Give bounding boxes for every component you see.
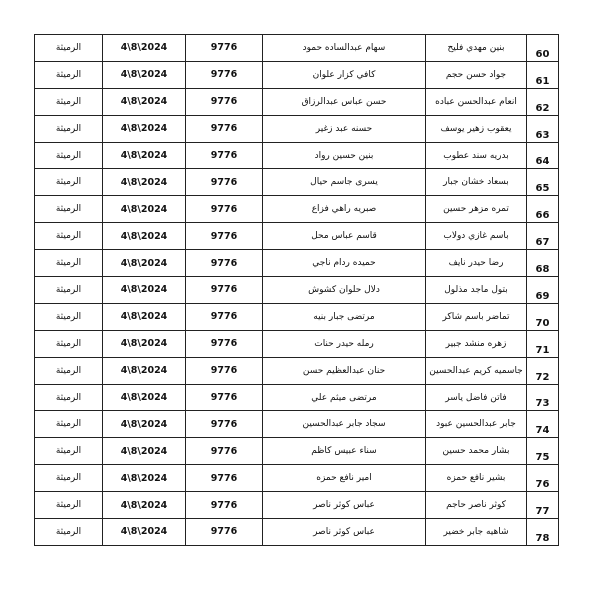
cell-name-secondary — [263, 115, 426, 142]
cell-name-primary-text: فاتن فاضل ياسر — [445, 392, 507, 403]
cell-number — [527, 223, 559, 250]
cell-name-primary — [426, 519, 527, 546]
cell-name-secondary-text: عباس كوثر ناصر — [313, 526, 375, 537]
cell-place-text: الرميثة — [55, 365, 82, 376]
cell-name-primary-text: بدريه سند عطوب — [443, 150, 509, 161]
cell-date — [103, 411, 186, 438]
cell-name-primary-text: زهره منشد جبير — [445, 338, 507, 349]
cell-place-text: الرميثة — [55, 392, 82, 403]
cell-code-text: 9776 — [210, 150, 238, 161]
cell-code — [186, 250, 263, 277]
table-row — [35, 88, 559, 115]
cell-place-text: الرميثة — [55, 284, 82, 295]
cell-name-primary — [426, 411, 527, 438]
cell-name-secondary — [263, 61, 426, 88]
cell-number — [527, 277, 559, 304]
cell-place — [35, 142, 103, 169]
cell-name-primary — [426, 115, 527, 142]
cell-date — [103, 115, 186, 142]
table-row — [35, 465, 559, 492]
cell-date-text: 4\8\2024 — [120, 311, 168, 323]
cell-date — [103, 519, 186, 546]
cell-code-text: 9776 — [210, 472, 238, 484]
cell-name-primary — [426, 465, 527, 492]
cell-name-secondary — [263, 411, 426, 438]
cell-date — [103, 169, 186, 196]
cell-code — [186, 61, 263, 88]
cell-place-text: الرميثة — [55, 446, 82, 457]
cell-number — [527, 330, 559, 357]
cell-date-text: 4\8\2024 — [120, 176, 168, 188]
cell-name-secondary-text: يسرى جاسم حيال — [310, 177, 378, 188]
cell-place-text: الرميثة — [55, 473, 82, 484]
cell-name-secondary — [263, 330, 426, 357]
cell-code — [186, 519, 263, 546]
cell-place — [35, 330, 103, 357]
cell-place-text: الرميثة — [55, 311, 82, 322]
cell-place-text: الرميثة — [55, 177, 82, 188]
cell-code-text: 9776 — [210, 69, 238, 81]
cell-number — [527, 465, 559, 492]
table-row — [35, 277, 559, 304]
cell-place — [35, 438, 103, 465]
cell-number-text: 75 — [535, 452, 550, 464]
cell-number-text: 65 — [535, 183, 550, 195]
table-row — [35, 196, 559, 223]
cell-place — [35, 384, 103, 411]
cell-number-text: 68 — [535, 264, 550, 276]
cell-name-secondary-text: بنين حسين رواد — [314, 150, 374, 161]
cell-name-primary — [426, 438, 527, 465]
cell-date — [103, 250, 186, 277]
cell-name-secondary-text: سجاد جابر عبدالحسين — [302, 419, 386, 430]
cell-date — [103, 88, 186, 115]
cell-date-text: 4\8\2024 — [120, 69, 168, 81]
cell-date — [103, 61, 186, 88]
cell-code — [186, 142, 263, 169]
cell-code — [186, 35, 263, 62]
cell-code — [186, 492, 263, 519]
cell-date — [103, 492, 186, 519]
cell-code-text: 9776 — [210, 203, 238, 215]
cell-code — [186, 384, 263, 411]
cell-name-secondary — [263, 277, 426, 304]
cell-name-primary-text: شاهيه جابر خضير — [443, 526, 509, 537]
records-table-body — [35, 35, 559, 546]
cell-place — [35, 115, 103, 142]
cell-date — [103, 277, 186, 304]
cell-number-text: 62 — [535, 102, 550, 114]
cell-name-secondary-text: مرتضى ميثم علي — [311, 392, 377, 403]
cell-name-primary-text: بسعاد خشان جبار — [443, 177, 509, 188]
cell-name-secondary — [263, 492, 426, 519]
cell-code — [186, 438, 263, 465]
cell-number — [527, 250, 559, 277]
cell-number-text: 60 — [535, 48, 550, 60]
cell-code — [186, 223, 263, 250]
cell-code-text: 9776 — [210, 338, 238, 350]
cell-name-secondary-text: سهام عبدالساده حمود — [302, 42, 386, 53]
cell-name-primary — [426, 196, 527, 223]
cell-place-text: الرميثة — [55, 42, 82, 53]
cell-date — [103, 465, 186, 492]
cell-number-text: 78 — [535, 532, 550, 544]
cell-place-text: الرميثة — [55, 96, 82, 107]
cell-code-text: 9776 — [210, 123, 238, 135]
cell-code — [186, 169, 263, 196]
cell-name-secondary-text: كافي كزار علوان — [312, 69, 376, 80]
cell-name-secondary-text: سناء عبيس كاظم — [311, 446, 377, 457]
cell-code-text: 9776 — [210, 42, 238, 54]
cell-date-text: 4\8\2024 — [120, 418, 168, 430]
cell-code-text: 9776 — [210, 230, 238, 242]
cell-number — [527, 169, 559, 196]
cell-name-primary-text: بشار محمد حسين — [442, 446, 510, 457]
cell-code-text: 9776 — [210, 499, 238, 511]
cell-name-primary-text: جابر عبدالحسين عبود — [436, 419, 516, 430]
cell-name-secondary-text: قاسم عباس محل — [311, 231, 377, 242]
cell-name-secondary-text: حسنه عبد زغير — [315, 123, 373, 134]
cell-number — [527, 384, 559, 411]
cell-name-primary-text: باسم غازي دولاب — [443, 231, 509, 242]
table-row — [35, 303, 559, 330]
cell-date — [103, 357, 186, 384]
cell-name-primary-text: يعقوب زهير يوسف — [440, 123, 512, 134]
cell-number — [527, 519, 559, 546]
cell-date-text: 4\8\2024 — [120, 392, 168, 404]
cell-date-text: 4\8\2024 — [120, 445, 168, 457]
cell-place — [35, 196, 103, 223]
cell-number-text: 77 — [535, 506, 550, 518]
cell-date-text: 4\8\2024 — [120, 203, 168, 215]
cell-name-secondary — [263, 196, 426, 223]
cell-code-text: 9776 — [210, 284, 238, 296]
table-row — [35, 330, 559, 357]
cell-date-text: 4\8\2024 — [120, 472, 168, 484]
cell-number-text: 73 — [535, 398, 550, 410]
cell-date-text: 4\8\2024 — [120, 96, 168, 108]
cell-number — [527, 142, 559, 169]
cell-name-secondary — [263, 35, 426, 62]
cell-name-secondary-text: دلال حلوان كشوش — [308, 284, 380, 295]
table-row — [35, 519, 559, 546]
cell-number-text: 64 — [535, 156, 550, 168]
cell-date-text: 4\8\2024 — [120, 123, 168, 135]
cell-number-text: 69 — [535, 290, 550, 302]
cell-place-text: الرميثة — [55, 231, 82, 242]
cell-name-secondary-text: حميده ردام ناجي — [312, 258, 376, 269]
records-table — [34, 34, 559, 546]
cell-code — [186, 303, 263, 330]
cell-code — [186, 465, 263, 492]
cell-number — [527, 411, 559, 438]
cell-date-text: 4\8\2024 — [120, 257, 168, 269]
cell-number-text: 67 — [535, 237, 550, 249]
cell-place — [35, 223, 103, 250]
cell-name-secondary-text: امير نافع حمزه — [316, 473, 372, 484]
cell-number — [527, 357, 559, 384]
cell-number-text: 66 — [535, 210, 550, 222]
cell-name-primary — [426, 35, 527, 62]
cell-code-text: 9776 — [210, 176, 238, 188]
cell-place — [35, 277, 103, 304]
cell-date-text: 4\8\2024 — [120, 42, 168, 54]
cell-name-primary-text: بشير نافع حمزه — [446, 473, 506, 484]
cell-place — [35, 61, 103, 88]
cell-place-text: الرميثة — [55, 500, 82, 511]
cell-name-secondary-text: عباس كوثر ناصر — [313, 500, 375, 511]
cell-name-primary-text: بتول ماجد مذلول — [444, 284, 508, 295]
cell-name-primary — [426, 169, 527, 196]
cell-date — [103, 35, 186, 62]
cell-code-text: 9776 — [210, 96, 238, 108]
cell-name-primary — [426, 492, 527, 519]
cell-number-text: 72 — [535, 371, 550, 383]
cell-number-text: 76 — [535, 479, 550, 491]
cell-place-text: الرميثة — [55, 150, 82, 161]
cell-place — [35, 492, 103, 519]
cell-name-secondary — [263, 438, 426, 465]
cell-number — [527, 438, 559, 465]
cell-name-secondary — [263, 357, 426, 384]
cell-name-primary — [426, 277, 527, 304]
cell-name-secondary-text: حسن عباس عبدالرزاق — [301, 96, 387, 107]
cell-name-primary-text: بنين مهدي فليح — [447, 42, 505, 53]
cell-code — [186, 196, 263, 223]
cell-name-primary-text: انعام عبدالحسن عباده — [435, 96, 517, 107]
cell-name-primary — [426, 61, 527, 88]
cell-name-primary — [426, 357, 527, 384]
cell-code-text: 9776 — [210, 445, 238, 457]
cell-place — [35, 411, 103, 438]
cell-name-primary — [426, 250, 527, 277]
table-row — [35, 384, 559, 411]
table-row — [35, 438, 559, 465]
cell-code — [186, 88, 263, 115]
cell-name-secondary — [263, 519, 426, 546]
cell-number — [527, 303, 559, 330]
cell-place — [35, 357, 103, 384]
cell-code — [186, 330, 263, 357]
cell-name-secondary — [263, 384, 426, 411]
cell-place — [35, 88, 103, 115]
table-row — [35, 115, 559, 142]
cell-place-text: الرميثة — [55, 123, 82, 134]
table-row — [35, 61, 559, 88]
table-row — [35, 357, 559, 384]
cell-name-secondary — [263, 223, 426, 250]
cell-name-secondary — [263, 169, 426, 196]
cell-place — [35, 465, 103, 492]
cell-place-text: الرميثة — [55, 419, 82, 430]
cell-code-text: 9776 — [210, 257, 238, 269]
cell-name-primary-text: تماضر باسم شاكر — [442, 311, 510, 322]
cell-name-secondary — [263, 465, 426, 492]
cell-place — [35, 303, 103, 330]
cell-number — [527, 61, 559, 88]
cell-date — [103, 223, 186, 250]
cell-name-secondary — [263, 88, 426, 115]
cell-place-text: الرميثة — [55, 204, 82, 215]
cell-number — [527, 88, 559, 115]
cell-code-text: 9776 — [210, 526, 238, 538]
cell-place-text: الرميثة — [55, 69, 82, 80]
cell-number-text: 63 — [535, 129, 550, 141]
cell-date — [103, 438, 186, 465]
cell-date — [103, 196, 186, 223]
cell-name-primary-text: رضا حيدر نايف — [448, 258, 504, 269]
cell-place — [35, 250, 103, 277]
cell-name-primary — [426, 88, 527, 115]
table-row — [35, 492, 559, 519]
cell-code-text: 9776 — [210, 418, 238, 430]
cell-date — [103, 303, 186, 330]
cell-number — [527, 196, 559, 223]
cell-number-text: 74 — [535, 425, 550, 437]
cell-date-text: 4\8\2024 — [120, 230, 168, 242]
cell-name-primary — [426, 384, 527, 411]
table-row — [35, 411, 559, 438]
cell-number-text: 71 — [535, 344, 550, 356]
table-row — [35, 142, 559, 169]
cell-number — [527, 115, 559, 142]
cell-date — [103, 142, 186, 169]
cell-code-text: 9776 — [210, 365, 238, 377]
cell-code — [186, 115, 263, 142]
cell-code-text: 9776 — [210, 311, 238, 323]
cell-place-text: الرميثة — [55, 338, 82, 349]
cell-name-secondary-text: رمله حيدر حنات — [314, 338, 374, 349]
cell-name-secondary — [263, 250, 426, 277]
cell-name-primary — [426, 223, 527, 250]
cell-name-primary — [426, 303, 527, 330]
cell-name-primary — [426, 330, 527, 357]
cell-date-text: 4\8\2024 — [120, 526, 168, 538]
cell-name-secondary-text: حنان عبدالعظيم حسن — [302, 365, 386, 376]
cell-number — [527, 35, 559, 62]
cell-name-primary-text: تمره مزهر حسين — [443, 204, 509, 215]
cell-name-primary — [426, 142, 527, 169]
cell-date-text: 4\8\2024 — [120, 338, 168, 350]
cell-date-text: 4\8\2024 — [120, 499, 168, 511]
cell-code — [186, 277, 263, 304]
cell-place-text: الرميثة — [55, 526, 82, 537]
cell-code — [186, 357, 263, 384]
cell-place-text: الرميثة — [55, 258, 82, 269]
cell-number-text: 70 — [535, 317, 550, 329]
cell-number-text: 61 — [535, 75, 550, 87]
cell-date-text: 4\8\2024 — [120, 150, 168, 161]
cell-name-secondary — [263, 142, 426, 169]
table-row — [35, 169, 559, 196]
cell-name-primary-text: جاسميه كريم عبدالحسين — [429, 365, 523, 376]
cell-number — [527, 492, 559, 519]
cell-name-primary-text: كوثر ناصر حاجم — [446, 500, 506, 511]
table-row — [35, 223, 559, 250]
cell-code-text: 9776 — [210, 392, 238, 404]
cell-place — [35, 519, 103, 546]
cell-date — [103, 384, 186, 411]
cell-place — [35, 35, 103, 62]
cell-name-secondary-text: صبريه راهي فزاع — [311, 204, 377, 215]
table-row — [35, 35, 559, 62]
cell-date-text: 4\8\2024 — [120, 365, 168, 377]
cell-name-secondary — [263, 303, 426, 330]
cell-date-text: 4\8\2024 — [120, 284, 168, 296]
cell-place — [35, 169, 103, 196]
table-row — [35, 250, 559, 277]
cell-date — [103, 330, 186, 357]
cell-name-primary-text: جواد حسن حجم — [445, 69, 507, 80]
cell-name-secondary-text: مرتضى جبار بنيه — [313, 311, 375, 322]
cell-code — [186, 411, 263, 438]
